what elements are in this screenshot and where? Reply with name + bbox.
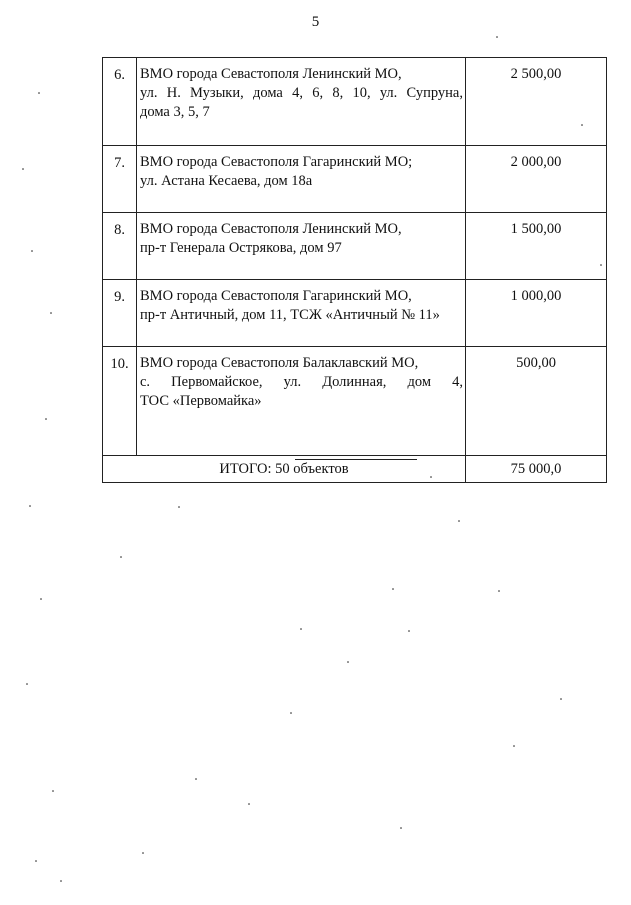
scan-speck xyxy=(142,852,144,854)
scan-speck xyxy=(52,790,54,792)
scan-speck xyxy=(29,505,31,507)
description-line: ул. Н. Музыки, дома 4, 6, 8, 10, ул. Супруна, xyxy=(140,85,463,101)
row-description xyxy=(137,280,466,347)
scan-speck xyxy=(31,250,33,252)
scan-speck xyxy=(300,628,302,630)
table-row xyxy=(103,146,607,213)
scan-speck xyxy=(581,124,583,126)
scan-speck xyxy=(600,264,602,266)
scan-speck xyxy=(248,803,250,805)
description-line: ВМО города Севастополя Ленинский МО, xyxy=(140,221,402,237)
scan-speck xyxy=(290,712,292,714)
row-number: 9. xyxy=(103,280,137,347)
table-row xyxy=(103,280,607,347)
scan-speck xyxy=(60,880,62,882)
row-amount: 2 500,00 xyxy=(466,58,607,146)
scan-speck xyxy=(35,860,37,862)
scan-speck xyxy=(38,92,40,94)
scan-speck xyxy=(120,556,122,558)
row-amount: 1 000,00 xyxy=(466,280,607,347)
scan-speck xyxy=(430,476,432,478)
description-line: ВМО города Севастополя Балаклавский МО, xyxy=(140,355,419,371)
row-description xyxy=(137,146,466,213)
row-amount: 500,00 xyxy=(466,347,607,456)
scan-speck xyxy=(408,630,410,632)
table-row xyxy=(103,213,607,280)
scan-speck xyxy=(40,598,42,600)
row-number: 7. xyxy=(103,146,137,213)
page-number: 5 xyxy=(311,14,320,30)
row-number: 8. xyxy=(103,213,137,280)
row-number: 10. xyxy=(103,347,137,456)
row-description xyxy=(137,58,466,146)
end-of-document-line xyxy=(295,459,417,460)
scan-speck xyxy=(26,683,28,685)
table-row xyxy=(103,58,607,146)
scan-speck xyxy=(560,698,562,700)
table-row xyxy=(103,347,607,456)
description-line: ул. Астана Кесаева, дом 18а xyxy=(140,173,313,189)
row-amount: 1 500,00 xyxy=(466,213,607,280)
scan-speck xyxy=(498,590,500,592)
scan-speck xyxy=(392,588,394,590)
scan-speck xyxy=(496,36,498,38)
scan-speck xyxy=(22,168,24,170)
description-line: ВМО города Севастополя Гагаринский МО, xyxy=(140,288,412,304)
description-line: ВМО города Севастополя Ленинский МО, xyxy=(140,66,402,82)
description-line: пр-т Генерала Острякова, дом 97 xyxy=(140,240,342,256)
description-line: ВМО города Севастополя Гагаринский МО; xyxy=(140,154,413,170)
scan-speck xyxy=(45,418,47,420)
total-label: ИТОГО: 50 объектов xyxy=(103,456,466,483)
scan-speck xyxy=(400,827,402,829)
objects-table xyxy=(102,57,607,483)
scan-speck xyxy=(458,520,460,522)
scan-speck xyxy=(50,312,52,314)
description-line: пр-т Античный, дом 11, ТСЖ «Античный № 11» xyxy=(140,307,440,323)
description-line: с. Первомайское, ул. Долинная, дом 4, xyxy=(140,374,463,390)
row-description xyxy=(137,213,466,280)
row-number: 6. xyxy=(103,58,137,146)
scan-speck xyxy=(178,506,180,508)
description-line: ТОС «Первомайка» xyxy=(140,393,262,409)
row-amount: 2 000,00 xyxy=(466,146,607,213)
row-description xyxy=(137,347,466,456)
scan-speck xyxy=(347,661,349,663)
total-amount: 75 000,0 xyxy=(466,456,607,483)
description-line: дома 3, 5, 7 xyxy=(140,104,210,120)
scan-speck xyxy=(513,745,515,747)
scan-speck xyxy=(195,778,197,780)
